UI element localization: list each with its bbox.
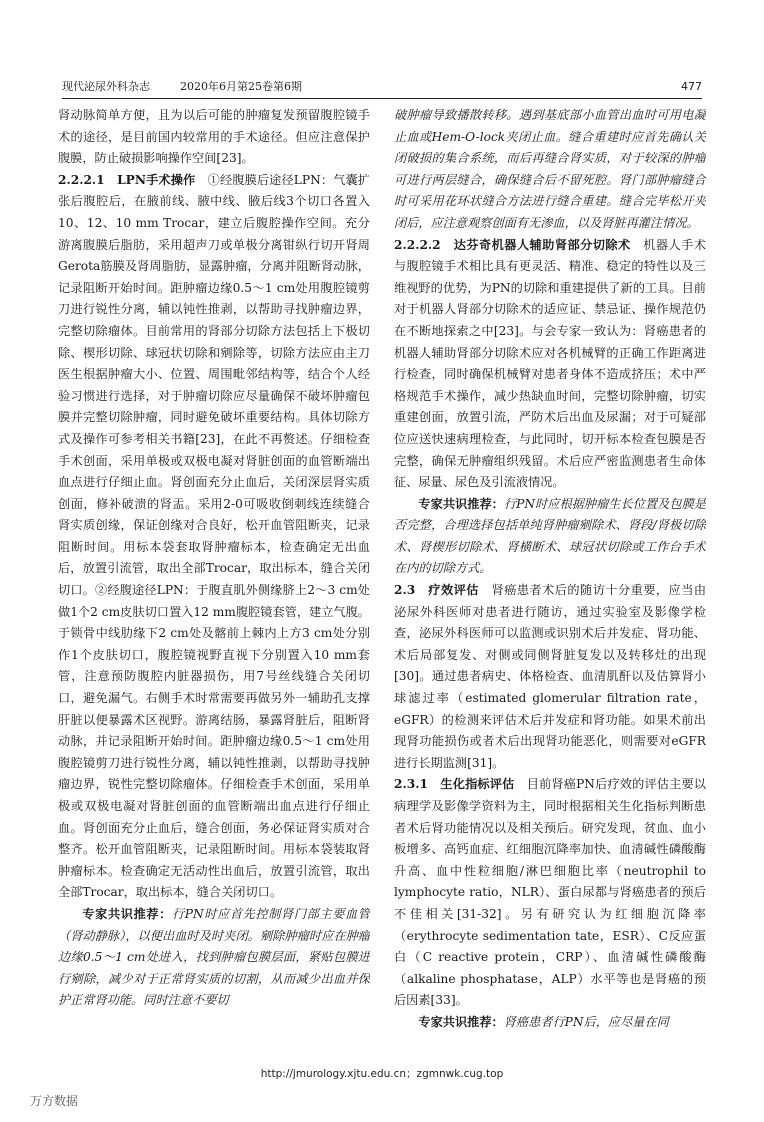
paragraph: 肾动脉简单方便，且为以后可能的肿瘤复发预留腹腔镜手术的途径，是目前国内较常用的手术途径。但应注意保护腹膜，防止破损影响操作空间[23]。 (58, 108, 370, 166)
paragraph: 2.3 疗效评估 肾癌患者术后的随访十分重要，应当由泌尿外科医师对患者进行随访，通过实验室及影像学检查，泌尿外科医师可以监测或识别术后并发症、肾功能、术后局部复发、对侧或同侧肾脏复发以及转移灶的出现[30]。通过患者病史、体格检查、血清肌酐以及估算肾小球滤过率（estimated glomerular filtration rate，eGFR）的检测来评估术后并发症和肾功能。如果术前出现肾功能损伤或者术后出现肾功能恶化，则需要对eGFR进行长期监测[31]。 (394, 583, 706, 770)
consensus-paragraph: 专家共识推荐：行PN时应根据肿瘤生长位置及包膜是否完整，合理选择包括单纯肾肿瘤剜除术、肾段/肾极切除术、肾楔形切除术、肾横断术、球冠状切除或工作台手术在内的切除方式。 (394, 496, 706, 576)
consensus-label: 专家共识推荐： (418, 1014, 504, 1029)
journal-name: 现代泌尿外科杂志 (62, 80, 150, 93)
right-column (394, 105, 706, 1050)
section-heading: 2.2.2.1 LPN手术操作 (58, 172, 196, 187)
footer-url: http://jmurology.xjtu.edu.cn；zgmnwk.cug.top (260, 1068, 504, 1080)
issue-info: 2020年6月第25卷第6期 (180, 80, 302, 93)
section-heading: 2.2.2.2 达芬奇机器人辅助肾部分切除术 (394, 237, 631, 252)
running-header (62, 76, 702, 99)
section-heading: 2.3.1 生化指标评估 (394, 777, 515, 792)
paragraph: 破肿瘤导致播散转移。遇到基底部小血管出血时可用电凝止血或Hem-O-lock夹闭止血。缝合重建时应首先确认关闭破损的集合系统，而后再缝合肾实质，对于较深的肿瘤可进行两层缝合，确保缝合后不留死腔。肾门部肿瘤缝合时可采用花环状缝合方法进行缝合重建。缝合完毕松开夹闭后，应注意观察创面有无渗血，以及肾脏再灌注情况。 (394, 108, 706, 230)
consensus-paragraph: 专家共识推荐：行PN时应首先控制肾门部主要血管（肾动静脉），以便出血时及时夹闭。剜除肿瘤时应在肿瘤边缘0.5～1 cm处进入，找到肿瘤包膜层面，紧贴包膜进行剜除，减少对于正常肾实质的切割，从而减少出血并保护正常肾功能。同时注意不要切 (58, 906, 370, 1008)
consensus-label: 专家共识推荐： (418, 496, 504, 511)
consensus-label: 专家共识推荐： (82, 906, 172, 921)
section-heading: 2.3 疗效评估 (394, 583, 479, 598)
paragraph: 2.3.1 生化指标评估 目前肾癌PN后疗效的评估主要以病理学及影像学资料为主，同时根据相关生化指标判断患者术后肾功能情况以及相关预后。研究发现，贫血、血小板增多、高钙血症、红细胞沉降率加快、血清碱性磷酸酶升高、血中性粒细胞/淋巴细胞比率（neutrophil to lymphocyte ratio，NLR）、蛋白尿都与肾癌患者的预后不佳相关[31-32]。另有研究认为红细胞沉降率（erythrocyte sedimentation tate，ESR）、C反应蛋白（C reactive protein，CRP）、血清碱性磷酸酶（alkaline phosphatase，ALP）水平等也是肾癌的预后因素[33]。 (394, 777, 706, 1008)
paragraph: 2.2.2.1 LPN手术操作 ①经腹膜后途径LPN：气囊扩张后腹腔后，在腋前线、腋中线、腋后线3个切口各置入10、12、10 mm Trocar，建立后腹腔操作空间。充分游离腹膜后脂肪，采用超声刀或单极分离钳纵行切开肾周Gerota筋膜及肾周脂肪，显露肿瘤，分离并阻断肾动脉，记录阻断开始时间。距肿瘤边缘0.5～1 cm处用腹腔镜剪刀进行锐性分离，辅以钝性推剥，以帮助寻找肿瘤边界，完整切除瘤体。目前常用的肾部分切除方法包括上下极切除、楔形切除、球冠状切除和剜除等，切除方法应由主刀医生根据肿瘤大小、位置、周围毗邻结构等，结合个人经验习惯进行选择，对于肿瘤切除应尽量确保不破坏肿瘤包膜并完整切除肿瘤，同时避免破坏重要结构。具体切除方式及操作可参考相关书籍[23]，在此不再赘述。仔细检查手术创面，采用单极或双极电凝对肾脏创面的血管断端出血点进行仔细止血。肾创面充分止血后，关闭深层肾实质创面，修补破溃的肾盂。采用2-0可吸收倒刺线连续缝合肾实质创缘，保证创缘对合良好，松开血管阻断夹，记录阻断时间。用标本袋套取肾肿瘤标本，检查确定无出血后，放置引流管，取出全部Trocar，取出标本，缝合关闭切口。②经腹途径LPN：于腹直肌外侧缘脐上2～3 cm处做1个2 cm皮肤切口置入12 mm腹腔镜套管，建立气腹。于锁骨中线肋缘下2 cm处及髂前上棘内上方3 cm处分别作1个皮肤切口，腹腔镜视野直视下分别置入10 mm套管，注意预防腹腔内脏器损伤，用7号丝线缝合关闭切口，避免漏气。右侧手术时常需要再做另外一辅助孔支撑肝脏以便暴露术区视野。游离结肠，暴露肾脏后，阻断肾动脉，并记录阻断开始时间。距肿瘤边缘0.5～1 cm处用腹腔镜剪刀进行锐性分离，辅以钝性推剥，以帮助寻找肿瘤边界，锐性完整切除瘤体。仔细检查手术创面，采用单极或双极电凝对肾脏创面的血管断端出血点进行仔细止血。肾创面充分止血后，缝合创面，务必保证肾实质对合整齐。松开血管阻断夹，记录阻断时间。用标本袋装取肾肿瘤标本。检查确定无活动性出血后，放置引流管，取出全部Trocar，取出标本，缝合关闭切口。 (58, 172, 370, 900)
page-number: 477 (681, 80, 702, 93)
consensus-paragraph: 专家共识推荐：肾癌患者行PN后，应尽量在同 (418, 1014, 669, 1029)
watermark: 万方数据 (30, 1094, 79, 1108)
left-column (58, 105, 370, 1050)
paragraph: 2.2.2.2 达芬奇机器人辅助肾部分切除术 机器人手术与腹腔镜手术相比具有更灵活、精准、稳定的特性以及三维视野的优势，为PN的切除和重建提供了新的工具。目前对于机器人肾部分切除术的适应证、禁忌证、操作规范仍在不断地探索之中[23]。与会专家一致认为：肾癌患者的机器人辅助肾部分切除术应对各机械臂的正确工作距离进行检查，同时确保机械臂对患者身体不造成挤压；术中严格规范手术操作，减少热缺血时间，完整切除肿瘤，切实重建创面，放置引流，严防术后出血及尿漏；对于可疑部位应送快速病理检查，与此同时，切开标本检查包膜是否完整，确保无肿瘤组织残留。术后应严密监测患者生命体征、尿量、尿色及引流液情况。 (394, 237, 706, 490)
